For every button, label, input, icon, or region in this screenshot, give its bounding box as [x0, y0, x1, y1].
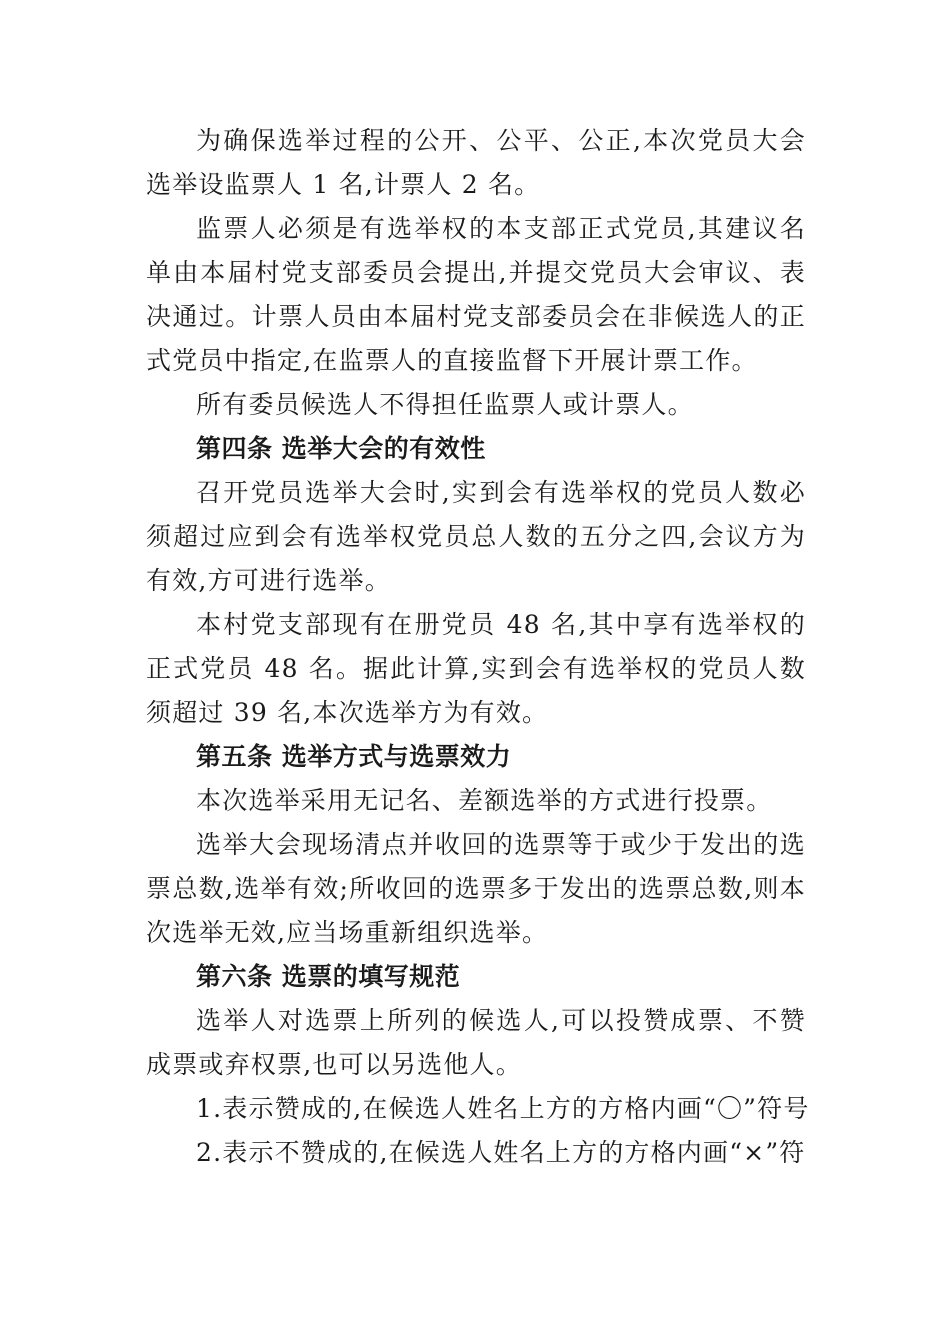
paragraph-voting-method: 本次选举采用无记名、差额选举的方式进行投票。: [196, 786, 773, 815]
paragraph-ballot-validity: 选举大会现场清点并收回的选票等于或少于发出的选票总数,选举有效;所收回的选票多于发出的选票总数,则本次选举无效,应当场重新组织选举。: [146, 830, 806, 947]
paragraph-candidate-restriction: 所有委员候选人不得担任监票人或计票人。: [196, 390, 694, 419]
paragraph-tellers-setup: 为确保选举过程的公开、公平、公正,本次党员大会选举设监票人 1 名,计票人 2 名。: [146, 126, 806, 199]
paragraph-ballot-options: 选举人对选票上所列的候选人,可以投赞成票、不赞成票或弃权票,也可以另选他人。: [146, 1006, 806, 1079]
paragraph-quorum-rule: 召开党员选举大会时,实到会有选举权的党员人数必须超过应到会有选举权党员总人数的五分之四,会议方为有效,方可进行选举。: [146, 478, 806, 595]
heading-article-4: 第四条 选举大会的有效性: [196, 434, 486, 463]
document-page: [146, 119, 810, 1175]
paragraph-rule-approve: 1.表示赞成的,在候选人姓名上方的方格内画“〇”符号: [196, 1094, 810, 1123]
paragraph-member-count: 本村党支部现有在册党员 48 名,其中享有选举权的正式党员 48 名。据此计算,实到会有选举权的党员人数须超过 39 名,本次选举方为有效。: [146, 610, 806, 727]
paragraph-rule-disapprove: 2.表示不赞成的,在候选人姓名上方的方格内画“×”符: [196, 1138, 806, 1167]
heading-article-6: 第六条 选票的填写规范: [196, 962, 461, 991]
heading-article-5: 第五条 选举方式与选票效力: [196, 742, 512, 771]
paragraph-scrutineer-requirements: 监票人必须是有选举权的本支部正式党员,其建议名单由本届村党支部委员会提出,并提交党员大会审议、表决通过。计票人员由本届村党支部委员会在非候选人的正式党员中指定,在监票人的直接监督下开展计票工作。: [146, 214, 806, 375]
